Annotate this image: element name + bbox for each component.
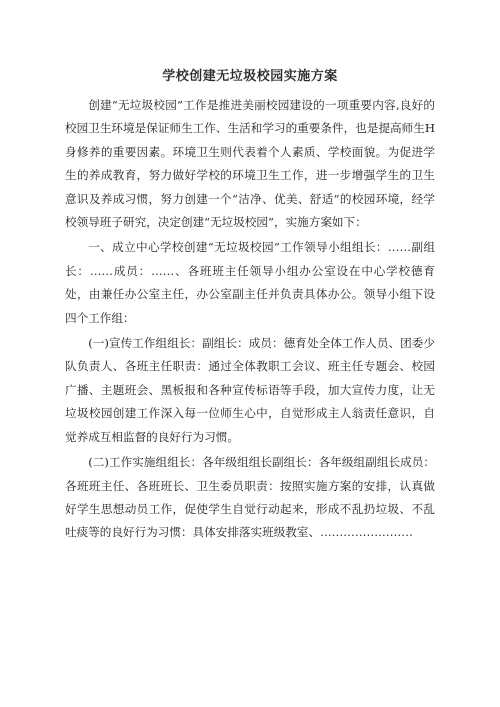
document-title: 学校创建无垃圾校园实施方案 bbox=[162, 69, 338, 84]
paragraph-implementation-group: (二)工作实施组组长：各年级组组长副组长：各年级组副组长成员：各班班主任、各班班长、卫生委员职责：按照实施方案的安排，认真做好学生思想动员工作，促使学生自觉行动起来，形成不乱扔垃圾、不乱吐痰等的良好行为习惯：具体安排落实班级教室、…………………… bbox=[65, 455, 435, 540]
paragraph-section-1: 一、成立中心学校创建“无垃圾校园”工作领导小组组长：……副组长：……成员：……、各班班主任领导小组办公室设在中心学校德育处，由兼任办公室主任，办公室副主任并负责具体办公。领导小组下设四个工作组： bbox=[65, 240, 435, 325]
paragraph-publicity-group: (一)宣传工作组组长：副组长：成员：德育处全体工作人员、团委少队负责人、各班主任职责：通过全体教职工会议、班主任专题会、校园广播、主题班会、黑板报和各种宣传标语等手段，加大宣传力度，让无垃圾校园创建工作深入每一位师生心中，自觉形成主人翁责任意识，自觉养成互相监督的良好行为习惯。 bbox=[65, 336, 435, 444]
paragraph-intro: 创建“无垃圾校园”工作是推进美丽校园建设的一项重要内容,良好的校园卫生环境是保证师生工作、生活和学习的重要条件，也是提高师生H身修养的重要因素。环境卫生则代表着个人素质、学校面貌。为促进学生的养成教育，努力做好学校的环境卫生工作，进一步增强学生的卫生意识及养成习惯，努力创建一个“洁净、优美、舒适”的校园环境，经学校领导班子研究，决定创建“无垃圾校园”，实施方案如下： bbox=[65, 98, 435, 230]
